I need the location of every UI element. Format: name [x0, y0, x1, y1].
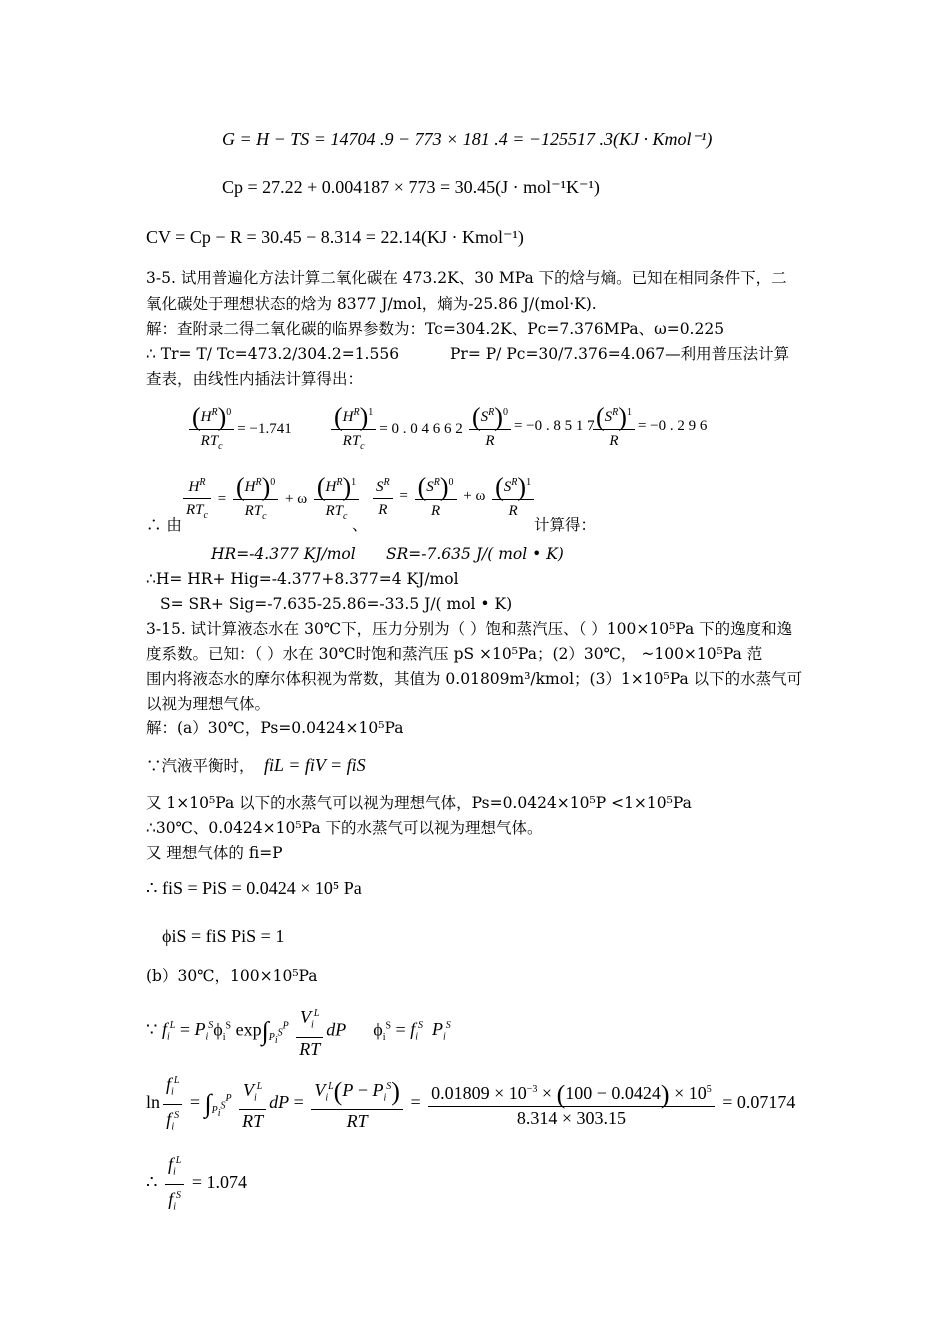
- problem-3-5-interp-note: 查表，由线性内插法计算得出：: [146, 370, 364, 388]
- equation-fugacity-equal: fiL = fiV = fiS: [264, 755, 366, 775]
- therefore-by-label: ∴ 由: [146, 516, 182, 534]
- ideal-gas-fugacity: 又 理想气体的 fi=P: [146, 844, 283, 862]
- equation-phi: ϕiS = fiS PiS = 1: [162, 926, 285, 946]
- sr-formula: $\frac{S^R}{R}$ = $\frac{(S^R)^0}{R}$ + ω $\frac{(S^R)^1}{R}$: [370, 472, 537, 522]
- equation-fs: ∴ fiS = PiS = 0.0424 × 10⁵ Pa: [146, 878, 362, 898]
- equation-ln-ratio: ln $\frac{f_i^L}{f_i^S}$ = $\int_{P_i^S}^P$ $\frac{V_i^L}{RT}$ dP = $\frac{V_i^L(P - P_i^S)}{RT}$ = $\frac{0.01809 \times 10^{-3} \times (100 - 0.0424) \times 10^5}{8.314 \times 303.15}$ = 0.07174: [146, 1070, 795, 1138]
- hr-result: HR=-4.377 KJ/mol: [211, 545, 356, 563]
- fraction-sr0: $\frac{(S^R)^0}{R}$ = −0 . 8 5 1 7: [466, 402, 595, 452]
- problem-3-5-line-1: 3-5. 试用普遍化方法计算二氧化碳在 473.2K、30 MPa 下的焓与熵。已知在相同条件下，二: [146, 269, 787, 287]
- fraction-hr1: $\frac{(H^R)^1}{RT_c}$ = 0 . 0 4 6 6 2: [328, 402, 463, 458]
- equation-final: ∴ $\frac{f_i^L}{f_i^S}$ = 1.074: [146, 1150, 247, 1218]
- sr-result: SR=-7.635 J/( mol • K): [386, 545, 564, 563]
- ideal-gas-note: 又 1×10⁵Pa 以下的水蒸气可以视为理想气体，Ps=0.0424×10⁵P <1×10⁵Pa: [146, 794, 692, 812]
- solution-b: (b）30℃，100×10⁵Pa: [146, 967, 318, 985]
- h-total: ∴H= HR+ Hig=-4.377+8.377=4 KJ/mol: [146, 570, 459, 588]
- problem-3-15-line-2: 度系数。已知：（ ）水在 30℃时饱和蒸汽压 pS ×10⁵Pa；(2）30℃， ~100×10⁵Pa 范: [146, 645, 763, 663]
- problem-3-15-line-1: 3-15. 试计算液态水在 30℃下，压力分别为（ ）饱和蒸汽压、（ ）100×10⁵Pa 下的逸度和逸: [146, 620, 793, 638]
- problem-3-15-line-4: 以视为理想气体。: [146, 695, 271, 713]
- problem-3-15-line-3: 围内将液态水的摩尔体积视为常数，其值为 0.01809m³/kmol；(3）1×10⁵Pa 以下的水蒸气可: [146, 670, 803, 688]
- s-total: S= SR+ Sig=-7.635-25.86=-33.5 J/( mol • K): [160, 595, 513, 613]
- solution-a: 解：(a）30℃，Ps=0.0424×10⁵Pa: [146, 719, 404, 737]
- ln-ratio-result: = 0.07174: [722, 1092, 796, 1113]
- formula-separator: 、: [352, 516, 368, 534]
- fraction-sr1-value: = −0 . 2 9 6: [637, 418, 708, 435]
- fraction-hr0-value: = −1.741: [237, 421, 292, 438]
- equation-cp: Cp = 27.22 + 0.004187 × 773 = 30.45(J · mol⁻¹K⁻¹): [222, 177, 600, 197]
- equation-gibbs: G = H − TS = 14704 .9 − 773 × 181 .4 = −125517 .3(KJ · Kmol⁻¹): [222, 129, 713, 149]
- problem-3-5-critical-params: 解：查附录二得二氧化碳的临界参数为：Tc=304.2K、Pc=7.376MPa、ω=0.225: [146, 320, 725, 338]
- fraction-hr0: $\frac{(H^R)^0}{RT_c}$ = −1.741: [186, 402, 292, 458]
- fraction-sr1: $\frac{(S^R)^1}{R}$ = −0 . 2 9 6: [590, 402, 707, 452]
- problem-3-5-reduced-pressure: Pr= P/ Pc=30/7.376=4.067—利用普压法计算: [450, 345, 790, 363]
- problem-3-5-reduced-temp: ∴ Tr= T/ Tc=473.2/304.2=1.556: [146, 345, 400, 363]
- equilibrium-label: ∵汽液平衡时，: [146, 757, 255, 775]
- fraction-sr0-value: = −0 . 8 5 1 7: [513, 418, 595, 435]
- final-ratio-result: = 1.074: [191, 1172, 247, 1193]
- equation-cv: CV = Cp − R = 30.45 − 8.314 = 22.14(KJ · Kmol⁻¹): [146, 227, 524, 247]
- hr-formula: $\frac{H^R}{RT_c}$ = $\frac{(H^R)^0}{RT_c}$ + ω $\frac{(H^R)^1}{RT_c}$: [180, 472, 362, 528]
- fraction-hr1-value: = 0 . 0 4 6 6 2: [379, 421, 463, 438]
- compute-label: 计算得：: [534, 516, 597, 534]
- ideal-gas-conclusion: ∴30℃、0.0424×10⁵Pa 下的水蒸气可以视为理想气体。: [146, 819, 543, 837]
- equation-fl-exp: ∵ $f_i^L = P_i^S\phi_i^S$ $\exp\int_{P_i^S}^P$ $\frac{V_i^L}{RT}$ dP $\phi_i^S = f_i^S$ $P_i^S$: [146, 1007, 451, 1059]
- problem-3-5-line-2: 氧化碳处于理想状态的焓为 8377 J/mol，熵为-25.86 J/(mol·K).: [146, 295, 597, 313]
